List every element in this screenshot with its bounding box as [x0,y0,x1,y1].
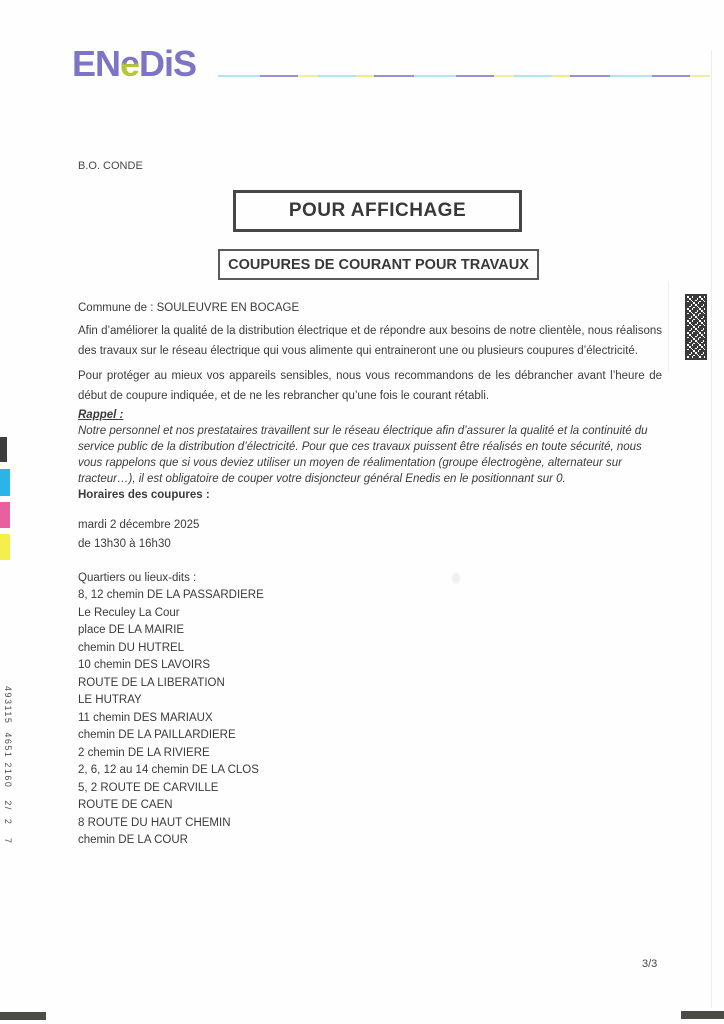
commune-line: Commune de : SOULEUVRE EN BOCAGE [78,302,300,314]
registration-mark-cyan [0,469,10,496]
street-item: chemin DU HUTREL [78,641,185,654]
registration-mark-black [0,437,7,462]
street-item: LE HUTRAY [78,694,142,706]
street-item: chemin DE LA PAILLARDIERE [78,729,236,741]
rappel-label: Rappel : [78,409,124,421]
page-number: 3/3 [642,958,658,970]
enedis-logo-part1: EN [72,43,121,84]
notice-body [78,299,662,850]
datamatrix-barcode-icon [685,294,707,360]
street-item: ROUTE DE CAEN [78,799,173,811]
registration-mark-magenta [0,502,10,528]
banner-primary-text: POUR AFFICHAGE [288,200,467,221]
street-item: 8, 12 chemin DE LA PASSARDIERE [78,589,264,601]
scan-artifact-bar-left [0,1012,46,1020]
street-item: Le Reculey La Cour [78,606,180,619]
rappel-text: Notre personnel et nos prestataires travaillent sur le réseau électrique afin d’assurer la qualité et la continuité du service public de la distribution d’électricité. Pour que ces travaux puissent être réalisés en toute sécurité, nous vous rappelons que si vous deviez utiliser un moyen de réalimentation (groupe électrogène, alternateur sur tracteur…), il est obligatoire de couper votre disjoncteur général Enedis en le positionnant sur 0. [78,425,648,485]
paragraph-advice: Pour protéger au mieux vos appareils sensibles, nous vous recommandons de les débrancher avant l’heure de début de coupure indiquée, et de ne les rebrancher qu’une fois le courant rétabli. [78,370,662,402]
recipient-label: B.O. CONDE [78,160,143,172]
registration-mark-yellow [0,534,10,560]
street-item: 11 chemin DES MARIAUX [78,711,213,724]
banner-coupures-travaux [218,249,539,280]
outage-date: mardi 2 décembre 2025 [78,519,200,531]
enedis-logo [72,44,196,84]
street-list [78,587,662,850]
street-item: 5, 2 ROUTE DE CARVILLE [78,781,219,794]
scan-smudge [452,572,460,584]
street-item: place DE LA MAIRIE [78,624,185,636]
vertical-print-code-suffix: 7 [3,838,13,845]
scan-fold-line [668,282,669,372]
enedis-logo-accent-e: e [120,43,140,84]
street-item: chemin DE LA COUR [78,834,188,846]
scan-edge-line [711,50,712,1008]
paragraph-intro: Afin d’améliorer la qualité de la distribution électrique et de répondre aux besoins de notre clientèle, nous réalisons des travaux sur le réseau électrique qui vous alimente qui entraineront une ou plusieurs coupures d’électricité. [78,325,662,357]
street-item: 8 ROUTE DU HAUT CHEMIN [78,816,231,829]
banner-secondary-text: COUPURES DE COURANT POUR TRAVAUX [228,256,529,273]
vertical-print-code: 493115 4651 2160 2/ 2 [3,686,13,826]
brand-color-rule [218,75,710,77]
banner-pour-affichage [233,190,522,232]
street-item: ROUTE DE LA LIBERATION [78,676,225,689]
street-item: 2 chemin DE LA RIVIERE [78,746,210,759]
outage-time: de 13h30 à 16h30 [78,538,171,550]
street-item: 10 chemin DES LAVOIRS [78,659,211,671]
scan-artifact-bar-right [681,1011,724,1019]
enedis-logo-part2: DiS [139,43,197,84]
street-item: 2, 6, 12 au 14 chemin DE LA CLOS [78,764,259,776]
horaires-label: Horaires des coupures : [78,489,210,501]
quartiers-label: Quartiers ou lieux-dits : [78,572,197,584]
